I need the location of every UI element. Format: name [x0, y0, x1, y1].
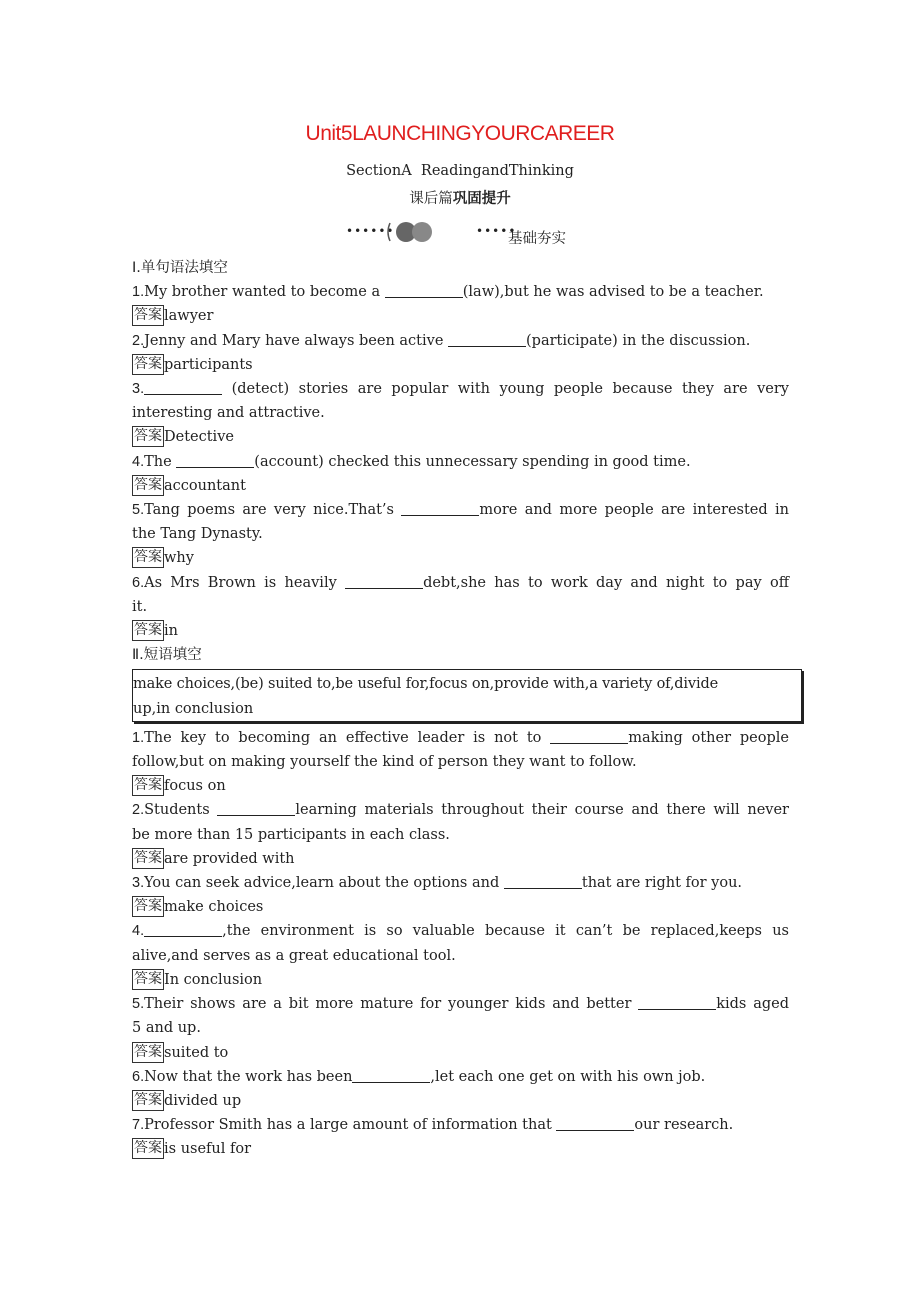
answer-text: in	[164, 623, 178, 640]
question-text: (law),but he was advised to be a teacher.	[462, 284, 764, 301]
answer-text: why	[164, 550, 194, 567]
answer-blank[interactable]	[504, 873, 582, 889]
question-text: kids aged	[716, 996, 789, 1013]
answer-row	[132, 1137, 789, 1161]
answer-tag: 答案	[132, 426, 164, 447]
answer-blank[interactable]	[176, 452, 254, 468]
question-text: Students	[144, 802, 218, 819]
answer-row	[132, 425, 789, 449]
answer-blank[interactable]	[345, 573, 423, 589]
answer-tag: 答案	[132, 475, 164, 496]
answer-text: In conclusion	[164, 971, 263, 988]
answer-text: make choices	[164, 899, 264, 916]
answer-row	[132, 619, 789, 643]
question-text: The key to becoming an effective leader is not to	[144, 729, 551, 746]
answer-tag: 答案	[132, 547, 164, 568]
question-number: 2.	[132, 802, 145, 819]
question-number: 6.	[132, 1068, 145, 1085]
answer-text: is useful for	[164, 1141, 252, 1158]
question-continuation: alive,and serves as a great educational tool.	[132, 947, 456, 964]
answer-blank[interactable]	[448, 331, 526, 347]
answer-text: are provided with	[164, 850, 295, 867]
answer-row	[132, 353, 789, 377]
question-number: 6.	[132, 574, 145, 591]
answer-row	[132, 847, 789, 871]
question-number: 4.	[132, 453, 145, 470]
answer-tag: 答案	[132, 848, 164, 869]
answer-blank[interactable]	[401, 500, 479, 516]
question-continuation: follow,but on making yourself the kind of person they want to follow.	[132, 754, 637, 771]
answer-blank[interactable]	[385, 282, 463, 298]
question-text: My brother wanted to become a	[144, 284, 385, 301]
question-text: our research.	[634, 1117, 734, 1134]
answer-blank[interactable]	[217, 800, 295, 816]
subtitle-prefix: 课后篇	[409, 191, 453, 207]
answer-tag: 答案	[132, 1042, 164, 1063]
question-text: more and more people are interested in	[479, 502, 789, 519]
question-number: 7.	[132, 1117, 145, 1134]
question-continuation: it.	[132, 598, 148, 615]
answer-row	[132, 1041, 789, 1065]
answer-row	[132, 546, 789, 570]
answer-blank[interactable]	[550, 728, 628, 744]
phrase-bank-line: make choices,(be) suited to,be useful for,focus on,provide with,a variety of,divide	[133, 676, 719, 693]
question-continuation: 5 and up.	[132, 1020, 201, 1037]
answer-blank[interactable]	[352, 1067, 430, 1083]
after-class-subtitle	[0, 187, 920, 208]
question-continuation: the Tang Dynasty.	[132, 526, 263, 543]
answer-text: participants	[164, 356, 253, 373]
answer-tag: 答案	[132, 1090, 164, 1111]
question-2-3	[132, 871, 789, 895]
answer-row	[132, 474, 789, 498]
question-1-2	[132, 329, 789, 353]
phrase-bank-box	[132, 669, 802, 721]
question-1-4	[132, 450, 789, 474]
question-text: As Mrs Brown is heavily	[144, 574, 346, 591]
answer-text: accountant	[164, 477, 246, 494]
question-text: that are right for you.	[581, 875, 743, 892]
question-2-5	[132, 992, 789, 1016]
answer-row	[132, 774, 789, 798]
question-number: 5.	[132, 502, 145, 519]
banner-label: 基础夯实	[508, 231, 566, 247]
question-number: 5.	[132, 996, 145, 1013]
question-text: (participate) in the discussion.	[526, 332, 751, 349]
question-continuation: be more than 15 participants in each class.	[132, 826, 450, 843]
question-text: Their shows are a bit more mature for younger kids and better	[144, 996, 639, 1013]
question-1-1	[132, 280, 789, 304]
answer-tag: 答案	[132, 354, 164, 375]
circles-icon	[384, 219, 444, 245]
section2-heading: Ⅱ.短语填空	[132, 647, 202, 664]
question-text: (account) checked this unnecessary spending in good time.	[254, 453, 691, 470]
answer-blank[interactable]	[144, 921, 222, 937]
answer-text: Detective	[164, 429, 234, 446]
answer-tag: 答案	[132, 620, 164, 641]
question-2-1	[132, 726, 789, 750]
question-text: learning materials throughout their course and there will never	[295, 802, 789, 819]
answer-tag: 答案	[132, 896, 164, 917]
answer-row	[132, 968, 789, 992]
question-1-6	[132, 571, 789, 595]
question-text: Now that the work has been	[144, 1068, 353, 1085]
answer-text: suited to	[164, 1044, 229, 1061]
answer-tag: 答案	[132, 775, 164, 796]
question-continuation: interesting and attractive.	[132, 405, 325, 422]
question-text: You can seek advice,learn about the options and	[144, 875, 504, 892]
answer-blank[interactable]	[144, 379, 222, 395]
answer-text: focus on	[164, 778, 226, 795]
question-text: ,let each one get on with his own job.	[430, 1068, 706, 1085]
foundation-banner	[346, 219, 586, 247]
answer-tag: 答案	[132, 1138, 164, 1159]
answer-tag: 答案	[132, 969, 164, 990]
answer-row	[132, 1089, 789, 1113]
section1-heading: Ⅰ.单句语法填空	[132, 260, 228, 276]
question-number: 4.	[132, 923, 145, 940]
question-2-4	[132, 919, 789, 943]
question-number: 3.	[132, 381, 145, 398]
section-subtitle: SectionA ReadingandThinking	[346, 163, 574, 179]
subtitle-bold: 巩固提升	[452, 190, 511, 207]
question-text: Professor Smith has a large amount of information that	[144, 1117, 557, 1134]
question-text: debt,she has to work day and night to pay off	[423, 574, 789, 591]
answer-text: divided up	[164, 1092, 242, 1109]
question-1-3	[132, 377, 789, 401]
question-2-6	[132, 1065, 789, 1089]
question-number: 1.	[132, 284, 145, 301]
exercise-body	[132, 256, 789, 1162]
question-1-5	[132, 498, 789, 522]
answer-text: lawyer	[164, 308, 214, 325]
question-number: 1.	[132, 729, 145, 746]
question-number: 3.	[132, 875, 145, 892]
question-text: ,the environment is so valuable because it can’t be replaced,keeps us	[222, 923, 789, 940]
question-text: making other people	[628, 729, 789, 746]
banner-dots-right: •••••	[476, 224, 517, 238]
page-title: Unit5LAUNCHINGYOURCAREER	[305, 122, 615, 145]
answer-blank[interactable]	[556, 1115, 634, 1131]
answer-row	[132, 895, 789, 919]
phrase-bank-line: up,in conclusion	[133, 700, 254, 717]
banner-dots-left: ••••••	[346, 224, 395, 238]
question-text: (detect) stories are popular with young people because they are very	[222, 381, 789, 398]
question-2-7	[132, 1113, 789, 1137]
question-2-2	[132, 798, 789, 822]
answer-blank[interactable]	[638, 994, 716, 1010]
question-number: 2.	[132, 332, 145, 349]
question-text: The	[144, 453, 177, 470]
question-text: Jenny and Mary have always been active	[144, 332, 449, 349]
answer-row	[132, 304, 789, 328]
answer-tag: 答案	[132, 305, 164, 326]
question-text: Tang poems are very nice.That’s	[144, 502, 402, 519]
